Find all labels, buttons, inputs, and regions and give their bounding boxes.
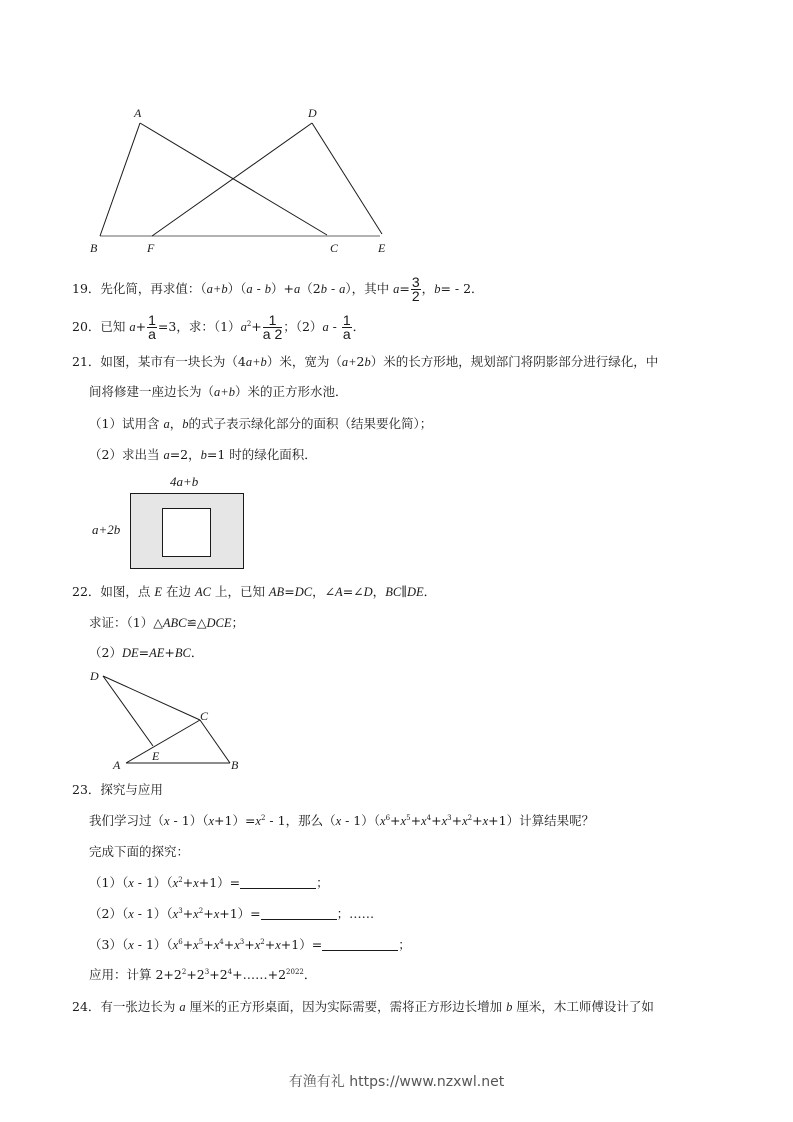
- question-22-line1: 22．如图，点 E 在边 AC 上，已知 AB=DC，∠A=∠D，BC∥DE．: [72, 584, 437, 599]
- inner-square: [162, 508, 211, 557]
- question-23-item-3: $(3)(x - 1)(x^6+x^5+x^4+x^3+x^2+x+1)=$ ；: [89, 937, 411, 952]
- fraction: $\frac{1}{a 2}$: [262, 312, 283, 342]
- question-19: 19．先化简，再求值：（a+b）（a - b）+a（2b - a），其中 a= $\frac{3}{2}$ ，b= - 2．: [72, 274, 484, 304]
- svg-text:C: C: [330, 241, 339, 255]
- rectangle-pool-figure: [80, 470, 260, 570]
- answer-blank-1[interactable]: [240, 876, 316, 889]
- svg-text:E: E: [378, 241, 386, 255]
- question-21-part2: （2）求出当 a=2，b=1 时的绿化面积．: [89, 447, 317, 462]
- question-21-line1: 21．如图，某市有一块长为（4a+b）米，宽为（a+2b）米的长方形地，规划部门将阴影部分进行绿化，中: [72, 354, 659, 369]
- label-width: a+2b: [92, 522, 121, 537]
- question-23-intro: 我们学习过$(x - 1)(x+1)=x^2 - 1$，那么$(x - 1)(x^6+x^5+x^4+x^3+x^2+x+1)$计算结果呢？: [89, 813, 595, 828]
- question-number: 22．: [72, 584, 101, 599]
- svg-text:E: E: [152, 749, 160, 763]
- question-20: 20．已知 a+ $\frac{1}{a}$ =3，求：$(1)a^2+$ $\frac{1}{a 2}$ ；（2）a - $\frac{1}{a}$ ．: [72, 312, 366, 342]
- svg-text:A: A: [113, 758, 121, 772]
- triangle-figure-q22: [80, 665, 260, 775]
- svg-text:D: D: [308, 106, 317, 120]
- svg-text:B: B: [231, 758, 239, 772]
- question-24: 24．有一张边长为 a 厘米的正方形桌面，因为实际需要，需将正方形边长增加 b 厘米，木工师傅设计了如: [72, 999, 654, 1014]
- fraction: $\frac{1}{a}$: [148, 312, 156, 342]
- fraction: $\frac{1}{a}$: [342, 312, 351, 342]
- question-22-line2: 求证：（1）△ABC≌△DCE；: [89, 615, 245, 630]
- question-22-line3: （2）DE=AE+BC．: [89, 645, 204, 660]
- question-23-application: 应用：计算 $2+2^2+2^3+2^4+\dots\dots+2^{2022}$．: [89, 967, 317, 982]
- label-length: 4a+b: [170, 474, 199, 489]
- question-21-line2: 间将修建一座边长为（a+b）米的正方形水池．: [89, 384, 348, 399]
- question-21-part1: （1）试用含 a，b的式子表示绿化部分的面积（结果要化简）；: [89, 416, 433, 431]
- question-23-item-2: $(2)(x - 1)(x^3+x^2+x+1)=$ ；……: [89, 906, 375, 921]
- question-number: 20．: [72, 319, 101, 334]
- footer-watermark: 有渔有礼 https://www.nzxwl.net: [288, 1074, 505, 1090]
- question-23-item-1: $(1)(x - 1)(x^2+x+1)=$ ；: [89, 875, 329, 890]
- answer-blank-3[interactable]: [322, 938, 398, 951]
- fraction: $\frac{3}{2}$: [411, 274, 420, 304]
- question-23-prompt: 完成下面的探究：: [89, 844, 190, 859]
- question-number: 19．: [72, 281, 101, 296]
- svg-text:A: A: [134, 106, 142, 120]
- question-number: 21．: [72, 354, 101, 369]
- question-number: 23．: [72, 782, 101, 797]
- svg-text:B: B: [90, 241, 98, 255]
- svg-text:F: F: [147, 241, 155, 255]
- svg-text:C: C: [200, 709, 209, 723]
- question-number: 24．: [72, 999, 101, 1014]
- svg-text:D: D: [90, 669, 99, 683]
- answer-blank-2[interactable]: [261, 907, 337, 920]
- question-23-title: 23．探究与应用: [72, 782, 163, 797]
- triangle-figure-q18: [80, 95, 400, 260]
